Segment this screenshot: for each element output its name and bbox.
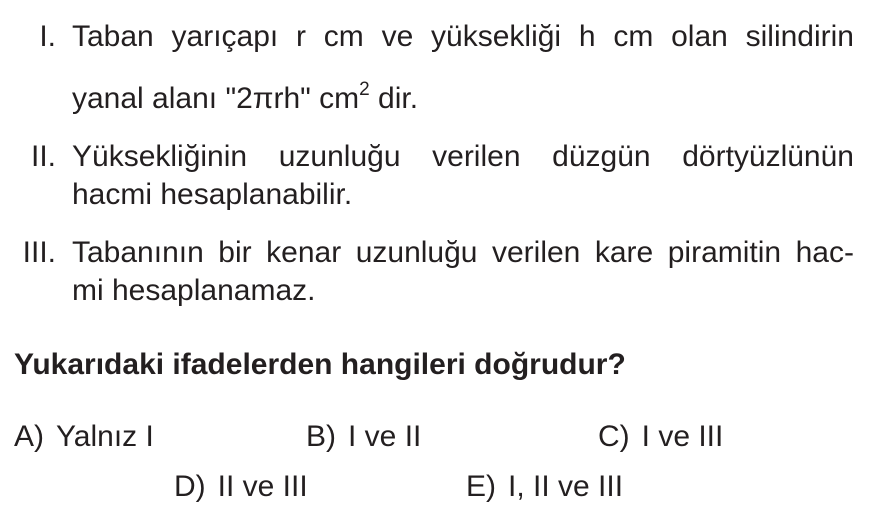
statement-1-line-2-text: yanal alanı "2πrh" cm	[72, 82, 360, 115]
option-b-text: I ve II	[348, 420, 422, 453]
superscript-exponent: 2	[359, 79, 370, 100]
option-c-text: I ve III	[641, 420, 724, 453]
option-a[interactable]	[14, 418, 154, 456]
option-b-letter: B)	[306, 420, 336, 453]
option-d-letter: D)	[174, 470, 206, 503]
statement-3-line-2: mi hesaplanamaz.	[72, 274, 316, 307]
statement-3-numeral: III.	[22, 236, 56, 269]
option-c-letter: C)	[598, 420, 630, 453]
option-e-text: I, II ve III	[508, 470, 624, 503]
question-text: Yukarıdaki ifadelerden hangileri doğrudur?	[14, 348, 626, 381]
option-e[interactable]	[466, 468, 623, 506]
statement-2-numeral: II.	[30, 140, 56, 173]
option-d[interactable]	[174, 468, 308, 506]
option-d-text: II ve III	[217, 470, 308, 503]
option-c[interactable]	[598, 418, 723, 456]
option-b[interactable]	[306, 418, 421, 456]
statement-1-line-2	[72, 80, 854, 118]
statement-3-line-1: Tabanının bir kenar uzunluğu verilen kare piramitin hac-	[72, 236, 854, 269]
option-e-letter: E)	[466, 470, 496, 503]
statement-1-line-2-end: dir.	[369, 82, 419, 115]
statement-2-line-2: hacmi hesaplanabilir.	[72, 178, 353, 211]
statement-2-line-1: Yüksekliğinin uzunluğu verilen düzgün dörtyüzlünün	[72, 140, 854, 173]
option-a-text: Yalnız I	[56, 420, 154, 453]
statement-1-numeral: I.	[39, 20, 56, 53]
option-a-letter: A)	[14, 420, 44, 453]
statement-1-line-1: Taban yarıçapı r cm ve yüksekliği h cm olan silindirin	[72, 20, 854, 53]
